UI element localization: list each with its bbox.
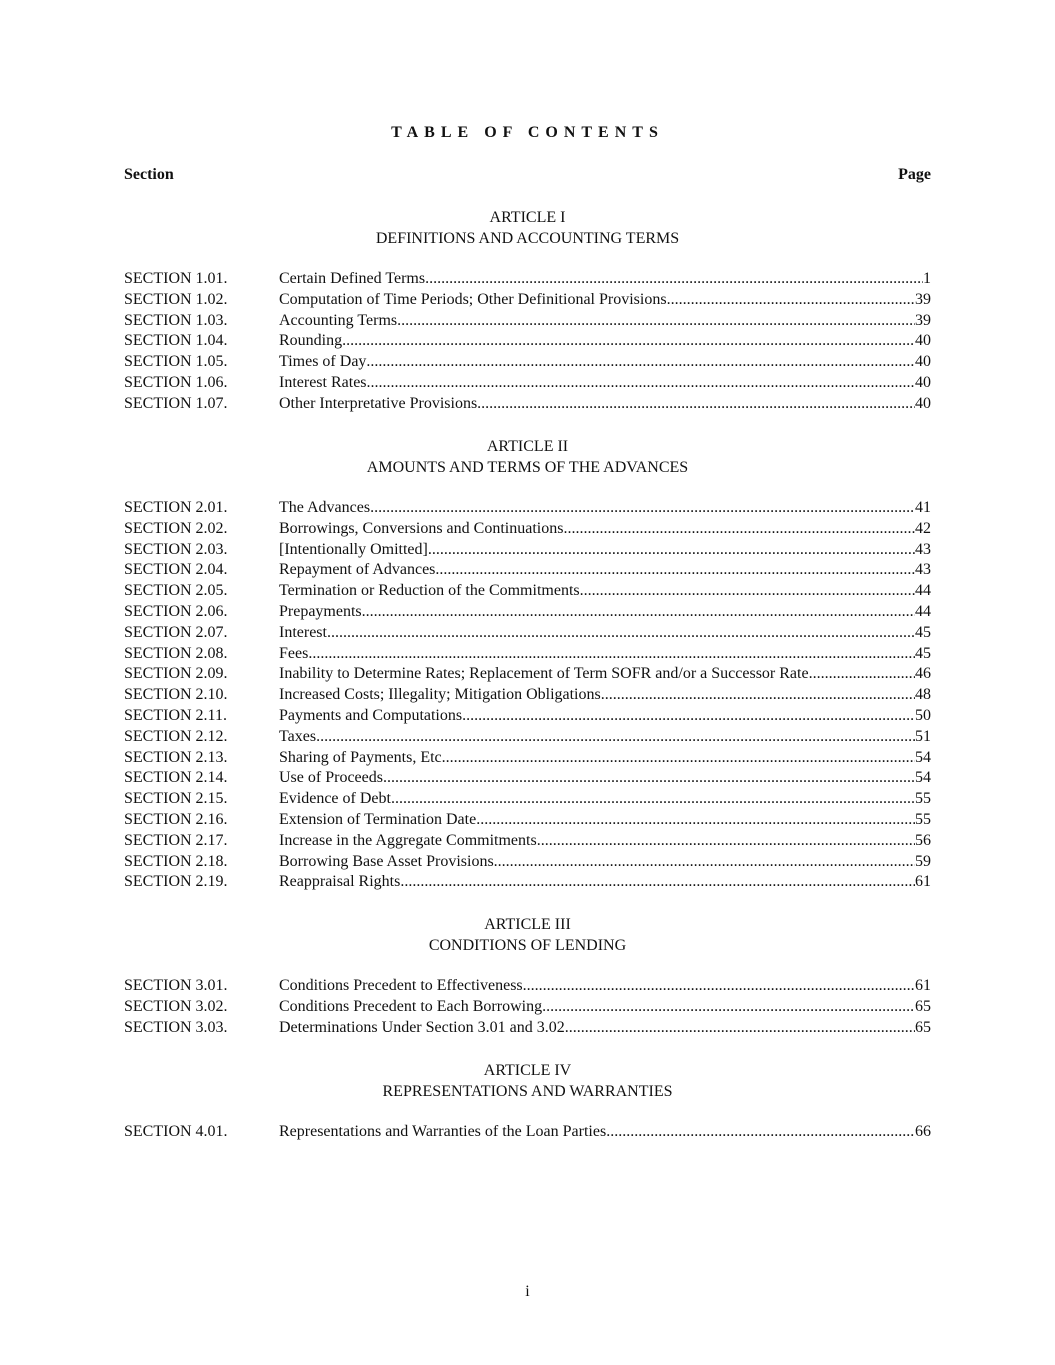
section-page: 40 [915, 394, 931, 412]
section-number: SECTION 2.17. [124, 831, 228, 849]
section-number: SECTION 2.01. [124, 499, 228, 516]
toc-entry[interactable] [124, 831, 931, 852]
section-number: SECTION 3.01. [124, 977, 228, 994]
dot-leader [523, 976, 915, 997]
section-title: Sharing of Payments, Etc [279, 748, 442, 766]
toc-entry[interactable] [124, 290, 931, 311]
section-title: Evidence of Debt [279, 790, 391, 808]
section-number: SECTION 3.02. [124, 997, 228, 1015]
article-title: AMOUNTS AND TERMS OF THE ADVANCES [366, 459, 689, 476]
dot-leader [580, 581, 915, 602]
toc-entry[interactable] [124, 1122, 931, 1143]
section-title: Fees [279, 644, 309, 662]
section-page: 51 [915, 727, 931, 745]
dot-leader [367, 373, 915, 394]
article-heading [124, 1060, 931, 1102]
section-title: Use of Proceeds [279, 769, 383, 787]
toc-entry[interactable] [124, 706, 931, 727]
section-title: Repayment of Advances [279, 561, 436, 579]
toc-entry[interactable] [124, 664, 931, 685]
section-number: SECTION 2.18. [124, 852, 228, 870]
toc-entry[interactable] [124, 623, 931, 644]
section-number: SECTION 2.02. [124, 519, 228, 537]
toc-entry[interactable] [124, 810, 931, 831]
section-page: 40 [915, 353, 931, 371]
section-title: Accounting Terms [279, 311, 398, 329]
dot-leader [370, 498, 915, 519]
toc-entry[interactable] [124, 394, 931, 415]
dot-leader [308, 644, 915, 665]
toc-entry[interactable] [124, 1018, 931, 1039]
section-title: Representations and Warranties of the Loan Parties [279, 1123, 607, 1140]
toc-entry[interactable] [124, 581, 931, 602]
toc-entry[interactable] [124, 997, 931, 1018]
section-page: 1 [923, 270, 931, 287]
dot-leader [537, 831, 915, 852]
dot-leader [606, 1122, 915, 1143]
section-number: SECTION 1.03. [124, 311, 228, 329]
article-section-list [124, 1122, 931, 1143]
section-page: 39 [915, 311, 931, 329]
section-page: 55 [915, 790, 931, 808]
section-page: 66 [915, 1123, 931, 1140]
article-number: ARTICLE IV [483, 1062, 572, 1079]
dot-leader [563, 519, 915, 540]
section-number: SECTION 2.13. [124, 748, 228, 766]
section-page: 42 [915, 519, 931, 537]
toc-entry[interactable] [124, 331, 931, 352]
dot-leader [428, 540, 915, 561]
toc-entry[interactable] [124, 269, 931, 290]
section-page: 41 [915, 499, 931, 516]
toc-entry[interactable] [124, 872, 931, 893]
section-page: 65 [915, 997, 931, 1015]
section-page: 61 [915, 977, 931, 994]
section-title: The Advances [279, 499, 371, 516]
section-column-header: Section [124, 166, 174, 183]
article-title: CONDITIONS OF LENDING [428, 937, 627, 954]
dot-leader [366, 352, 915, 373]
article-heading [124, 207, 931, 249]
section-number: SECTION 2.11. [124, 706, 227, 724]
article-number: ARTICLE III [484, 916, 571, 933]
section-page: 45 [915, 644, 931, 662]
toc-entry[interactable] [124, 748, 931, 769]
article-section-list [124, 976, 931, 1038]
section-title: Interest [279, 623, 327, 641]
section-number: SECTION 2.04. [124, 561, 228, 579]
section-page: 48 [915, 686, 931, 704]
page-number-footer: i [525, 1283, 530, 1300]
toc-entry[interactable] [124, 852, 931, 873]
section-title: Payments and Computations [279, 706, 463, 724]
section-page: 54 [915, 748, 931, 766]
section-page: 59 [915, 852, 931, 870]
toc-entry[interactable] [124, 685, 931, 706]
section-page: 65 [915, 1018, 931, 1036]
dot-leader [327, 623, 915, 644]
dot-leader [362, 602, 915, 623]
article-title: DEFINITIONS AND ACCOUNTING TERMS [375, 230, 680, 247]
section-number: SECTION 1.07. [124, 394, 228, 412]
section-page: 39 [915, 290, 931, 308]
section-number: SECTION 2.10. [124, 686, 228, 704]
dot-leader [462, 706, 915, 727]
dot-leader [383, 768, 915, 789]
toc-entry[interactable] [124, 602, 931, 623]
toc-entry[interactable] [124, 976, 931, 997]
dot-leader [667, 290, 915, 311]
section-title: Certain Defined Terms [279, 270, 426, 287]
section-page: 40 [915, 373, 931, 391]
section-number: SECTION 1.06. [124, 373, 228, 391]
section-page: 61 [915, 873, 931, 891]
section-title: Prepayments [279, 602, 362, 620]
toc-entry[interactable] [124, 519, 931, 540]
section-title: [Intentionally Omitted] [279, 540, 428, 558]
section-number: SECTION 2.08. [124, 644, 228, 662]
dot-leader [601, 685, 915, 706]
dot-leader [425, 269, 923, 290]
toc-entry[interactable] [124, 768, 931, 789]
section-number: SECTION 2.06. [124, 602, 228, 620]
dot-leader [494, 852, 915, 873]
section-title: Increased Costs; Illegality; Mitigation Obligations [279, 686, 601, 704]
toc-entry[interactable] [124, 727, 931, 748]
section-title: Interest Rates [279, 373, 367, 391]
section-title: Computation of Time Periods; Other Definitional Provisions [279, 290, 667, 308]
section-number: SECTION 1.05. [124, 353, 228, 371]
article-title: REPRESENTATIONS AND WARRANTIES [382, 1083, 673, 1100]
section-title: Times of Day [279, 353, 367, 371]
article-heading [124, 914, 931, 956]
dot-leader [342, 331, 915, 352]
section-page: 55 [915, 810, 931, 828]
section-page: 44 [915, 602, 931, 620]
dot-leader [397, 311, 915, 332]
toc-entry[interactable] [124, 352, 931, 373]
toc-entry[interactable] [124, 644, 931, 665]
section-page: 43 [915, 540, 931, 558]
page-column-header: Page [898, 166, 931, 183]
section-title: Reappraisal Rights [279, 873, 401, 891]
dot-leader [435, 560, 915, 581]
dot-leader [442, 748, 915, 769]
section-page: 54 [915, 769, 931, 787]
section-number: SECTION 2.12. [124, 727, 228, 745]
section-number: SECTION 2.15. [124, 790, 228, 808]
section-title: Conditions Precedent to Effectiveness [279, 977, 523, 994]
article-number: ARTICLE I [489, 209, 566, 226]
section-page: 50 [915, 706, 931, 724]
dot-leader [400, 872, 915, 893]
section-number: SECTION 2.16. [124, 810, 228, 828]
dot-leader [476, 810, 915, 831]
section-number: SECTION 1.01. [124, 270, 228, 287]
toc-entry[interactable] [124, 540, 931, 561]
section-page: 45 [915, 623, 931, 641]
section-title: Other Interpretative Provisions [279, 394, 478, 412]
toc-entry[interactable] [124, 498, 931, 519]
article-section-list [124, 269, 931, 415]
dot-leader [565, 1018, 915, 1039]
section-number: SECTION 2.19. [124, 873, 228, 891]
section-title: Termination or Reduction of the Commitments [279, 582, 580, 600]
section-number: SECTION 2.09. [124, 665, 228, 683]
section-page: 46 [915, 665, 931, 683]
section-title: Borrowing Base Asset Provisions [279, 852, 494, 870]
section-title: Conditions Precedent to Each Borrowing [279, 997, 543, 1015]
dot-leader [809, 664, 915, 685]
column-headers [124, 166, 931, 184]
section-title: Determinations Under Section 3.01 and 3.02 [279, 1018, 565, 1036]
toc-entry[interactable] [124, 373, 931, 394]
section-title: Taxes [279, 727, 317, 745]
section-title: Borrowings, Conversions and Continuations [279, 519, 564, 537]
section-title: Increase in the Aggregate Commitments [279, 831, 537, 849]
section-number: SECTION 2.14. [124, 769, 228, 787]
section-page: 44 [915, 582, 931, 600]
article-section-list [124, 498, 931, 893]
article-number: ARTICLE II [486, 438, 569, 455]
dot-leader [542, 997, 915, 1018]
section-number: SECTION 1.04. [124, 332, 228, 350]
section-title: Extension of Termination Date [279, 810, 477, 828]
dot-leader [477, 394, 915, 415]
toc-entry[interactable] [124, 560, 931, 581]
section-title: Inability to Determine Rates; Replacement of Term SOFR and/or a Successor Rate [279, 665, 809, 683]
section-number: SECTION 1.02. [124, 290, 228, 308]
section-number: SECTION 3.03. [124, 1018, 228, 1036]
toc-entry[interactable] [124, 311, 931, 332]
dot-leader [316, 727, 915, 748]
section-title: Rounding [279, 332, 343, 350]
section-page: 43 [915, 561, 931, 579]
section-number: SECTION 4.01. [124, 1123, 228, 1140]
section-number: SECTION 2.03. [124, 540, 228, 558]
section-page: 56 [915, 831, 931, 849]
toc-title: TABLE OF CONTENTS [391, 124, 664, 141]
article-heading [124, 436, 931, 478]
dot-leader [391, 789, 915, 810]
section-number: SECTION 2.05. [124, 582, 228, 600]
section-number: SECTION 2.07. [124, 623, 228, 641]
section-page: 40 [915, 332, 931, 350]
toc-entry[interactable] [124, 789, 931, 810]
